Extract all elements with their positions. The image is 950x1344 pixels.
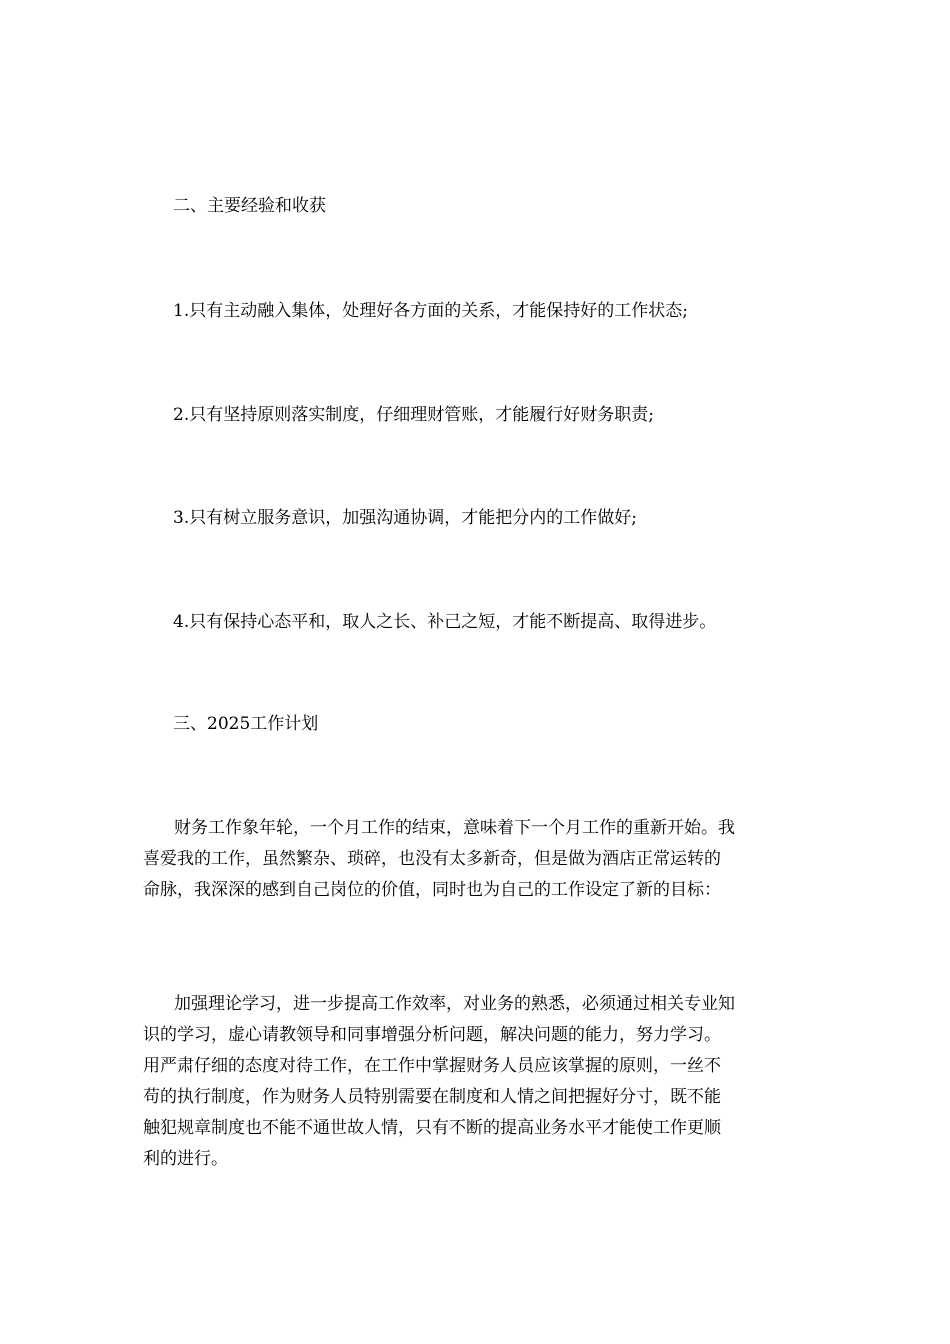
- list-item: 3.只有树立服务意识，加强沟通协调，才能把分内的工作做好;: [173, 508, 637, 528]
- paragraph-intro: [143, 813, 823, 906]
- section-heading-plan: 三、2025工作计划: [173, 714, 319, 734]
- paragraph-line: 利的进行。: [143, 1149, 228, 1169]
- paragraph-line: 加强理论学习，进一步提高工作效率，对业务的熟悉，必须通过相关专业知: [174, 994, 735, 1014]
- paragraph-line: 喜爱我的工作，虽然繁杂、琐碎，也没有太多新奇，但是做为酒店正常运转的: [143, 849, 721, 869]
- section-heading-experience: 二、主要经验和收获: [173, 196, 326, 216]
- paragraph-line: 用严肃仔细的态度对待工作，在工作中掌握财务人员应该掌握的原则，一丝不: [143, 1056, 721, 1076]
- paragraph-goals: [143, 989, 823, 1175]
- list-item: 1.只有主动融入集体，处理好各方面的关系，才能保持好的工作状态;: [173, 301, 688, 321]
- list-item: 4.只有保持心态平和，取人之长、补己之短，才能不断提高、取得进步。: [173, 612, 717, 632]
- paragraph-line: 财务工作象年轮，一个月工作的结束，意味着下一个月工作的重新开始。我: [174, 818, 735, 838]
- paragraph-line: 苟的执行制度，作为财务人员特别需要在制度和人情之间把握好分寸，既不能: [143, 1087, 721, 1107]
- list-item: 2.只有坚持原则落实制度，仔细理财管账，才能履行好财务职责;: [173, 405, 654, 425]
- paragraph-line: 识的学习，虚心请教领导和同事增强分析问题，解决问题的能力，努力学习。: [143, 1025, 721, 1045]
- paragraph-line: 触犯规章制度也不能不通世故人情，只有不断的提高业务水平才能使工作更顺: [143, 1118, 721, 1138]
- paragraph-line: 命脉，我深深的感到自己岗位的价值，同时也为自己的工作设定了新的目标：: [143, 880, 721, 900]
